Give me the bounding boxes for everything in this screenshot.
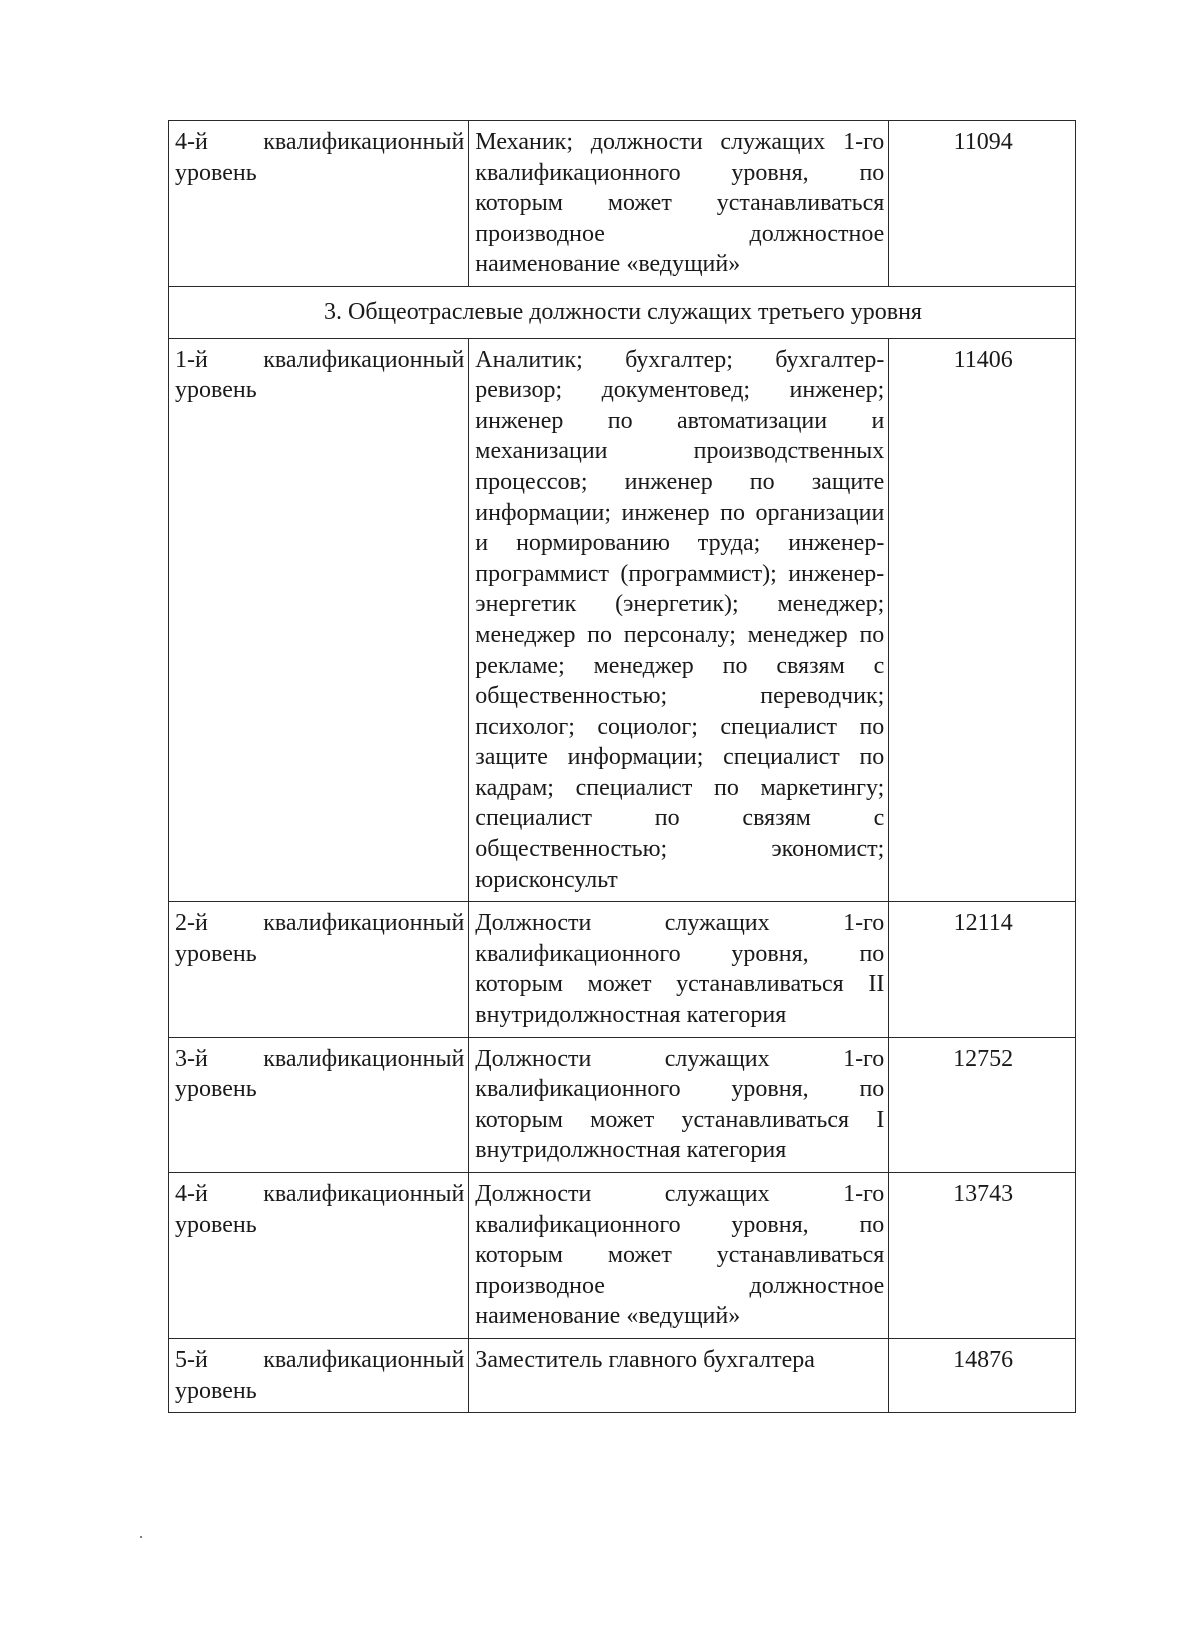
qualification-level-cell: 4-й квалификационный уровень	[169, 1173, 469, 1339]
positions-cell: Аналитик; бухгалтер; бухгалтер-ревизор; документовед; инженер; инженер по автоматизации и механизации производственных процессов; инженер по защите информации; инженер по организации и нормированию труда; инженер-программист (программист); инженер-энергетик (энергетик); менеджер; менеджер по персоналу; менеджер по рекламе; менеджер по связям с общественностью; переводчик; психолог; социолог; специалист по защите информации; специалист по кадрам; специалист по маркетингу; специалист по связям с общественностью; экономист; юрисконсульт	[469, 338, 889, 902]
qualification-table	[168, 120, 1076, 1413]
qualification-level-cell: 1-й квалификационный уровень	[169, 338, 469, 902]
qualification-level-cell: 2-й квалификационный уровень	[169, 902, 469, 1037]
salary-cell: 11094	[889, 121, 1076, 287]
positions-cell: Должности служащих 1-го квалификационного уровня, по которым может устанавливаться производное должностное наименование «ведущий»	[469, 1173, 889, 1339]
positions-cell: Заместитель главного бухгалтера	[469, 1338, 889, 1412]
salary-cell: 11406	[889, 338, 1076, 902]
positions-cell: Механик; должности служащих 1-го квалификационного уровня, по которым может устанавливаться производное должностное наименование «ведущий»	[469, 121, 889, 287]
salary-cell: 12114	[889, 902, 1076, 1037]
qualification-level-cell: 5-й квалификационный уровень	[169, 1338, 469, 1412]
positions-cell: Должности служащих 1-го квалификационного уровня, по которым может устанавливаться I внутридолжностная категория	[469, 1037, 889, 1172]
positions-cell: Должности служащих 1-го квалификационного уровня, по которым может устанавливаться II внутридолжностная категория	[469, 902, 889, 1037]
qualification-level-cell: 4-й квалификационный уровень	[169, 121, 469, 287]
scan-speck	[140, 1536, 142, 1538]
salary-cell: 14876	[889, 1338, 1076, 1412]
table-row	[169, 121, 1076, 287]
section-header-row	[169, 286, 1076, 338]
table-row	[169, 1338, 1076, 1412]
table-row	[169, 338, 1076, 902]
table-row	[169, 1037, 1076, 1172]
table-row	[169, 902, 1076, 1037]
salary-cell: 12752	[889, 1037, 1076, 1172]
table-row	[169, 1173, 1076, 1339]
qualification-level-cell: 3-й квалификационный уровень	[169, 1037, 469, 1172]
salary-cell: 13743	[889, 1173, 1076, 1339]
section-title: 3. Общеотраслевые должности служащих третьего уровня	[169, 286, 1076, 338]
